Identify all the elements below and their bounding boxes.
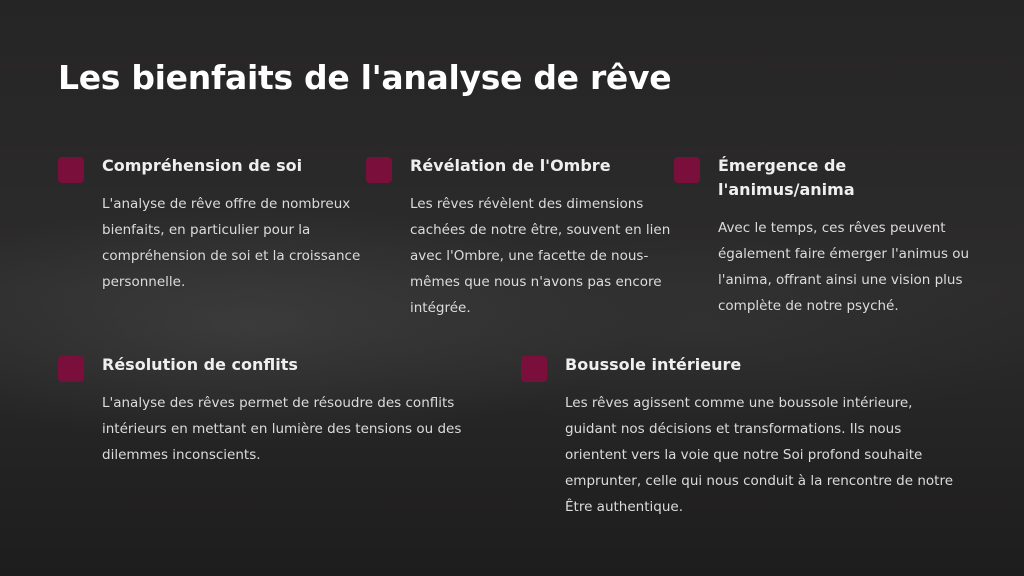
benefit-card-heading: Compréhension de soi bbox=[102, 156, 303, 175]
benefit-card-heading: Boussole intérieure bbox=[565, 355, 742, 374]
benefit-card-body bbox=[102, 353, 507, 468]
benefit-card-heading: Émergence de l'animus/anima bbox=[718, 156, 855, 199]
benefit-card-text: Les rêves agissent comme une boussole intérieure, guidant nos décisions et transformations. Ils nous orientent vers la voie que notre Soi profond souhaite emprunter, celle qui nous conduit à la rencontre de notre Être authentique. bbox=[565, 395, 954, 515]
slide-title: Les bienfaits de l'analyse de rêve bbox=[58, 58, 672, 97]
square-bullet-icon bbox=[58, 356, 84, 382]
square-bullet-icon bbox=[521, 356, 547, 382]
benefit-card-heading: Révélation de l'Ombre bbox=[410, 156, 611, 175]
benefit-card-body bbox=[410, 154, 672, 321]
benefit-card-text: L'analyse des rêves permet de résoudre des conflits intérieurs en mettant en lumière des tensions ou des dilemmes inconscients. bbox=[102, 395, 462, 463]
benefit-card-heading: Résolution de conflits bbox=[102, 355, 298, 374]
benefit-card-text: L'analyse de rêve offre de nombreux bienfaits, en particulier pour la compréhension de soi et la croissance personnelle. bbox=[102, 196, 361, 290]
benefit-card-body bbox=[565, 353, 965, 520]
benefit-card-body bbox=[718, 154, 980, 319]
benefit-card-text: Les rêves révèlent des dimensions cachées de notre être, souvent en lien avec l'Ombre, une facette de nous-mêmes que nous n'avons pas encore intégrée. bbox=[410, 196, 671, 316]
benefit-card-body bbox=[102, 154, 364, 295]
square-bullet-icon bbox=[674, 157, 700, 183]
square-bullet-icon bbox=[366, 157, 392, 183]
square-bullet-icon bbox=[58, 157, 84, 183]
benefit-card-text: Avec le temps, ces rêves peuvent également faire émerger l'animus ou l'anima, offrant ainsi une vision plus complète de notre psyché. bbox=[718, 220, 970, 314]
